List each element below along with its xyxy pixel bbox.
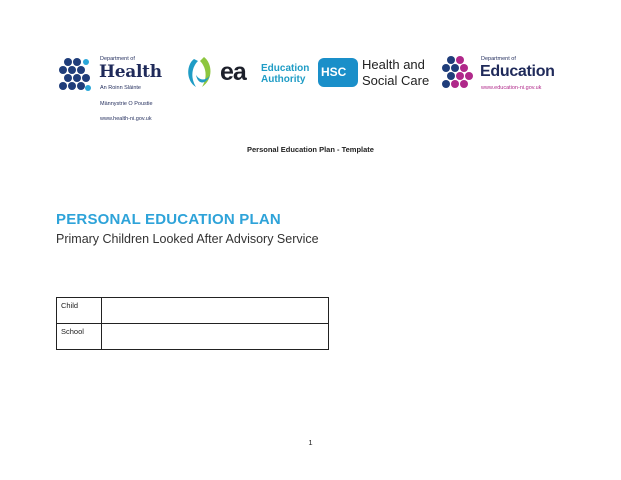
document-header-title: Personal Education Plan - Template [247,145,374,154]
ea-line2: Authority [261,74,306,85]
table-row [57,324,329,350]
doh-irish: An Roinn Sláinte [100,85,141,91]
education-authority-logo [184,55,314,95]
ea-swirl-icon [184,55,218,91]
department-of-health-logo [58,52,170,130]
hexagon-cluster-icon [441,54,475,94]
hsc-line1: Health and [362,57,425,72]
hsc-line2: Social Care [362,73,430,88]
hsc-badge [318,58,358,87]
doe-name: Education [480,63,555,80]
page-title: PERSONAL EDUCATION PLAN [56,211,281,228]
doh-ulster-scots: Männystrie O Poustie [100,101,153,107]
child-school-table [56,297,329,350]
doe-dept-of: Department of [481,56,516,62]
hsc-badge-text: HSC [321,65,347,79]
page-number: 1 [308,438,313,447]
doh-url: www.health-ni.gov.uk [100,116,152,122]
hsc-logo [318,56,433,92]
child-value-field[interactable] [102,298,329,324]
child-label: Child [57,298,102,324]
hsc-name [362,57,429,89]
school-value-field[interactable] [102,324,329,350]
doh-dept-of: Department of [100,56,135,62]
page-subtitle: Primary Children Looked After Advisory Service [56,232,319,246]
ea-name [261,63,309,85]
ea-mark: ea [220,58,246,86]
table-row [57,298,329,324]
department-of-education-logo [441,52,561,96]
doh-name: Health [99,62,162,82]
ea-line1: Education [261,63,310,74]
hexagon-cluster-icon [58,56,92,96]
doe-url: www.education-ni.gov.uk [481,85,542,91]
school-label: School [57,324,102,350]
